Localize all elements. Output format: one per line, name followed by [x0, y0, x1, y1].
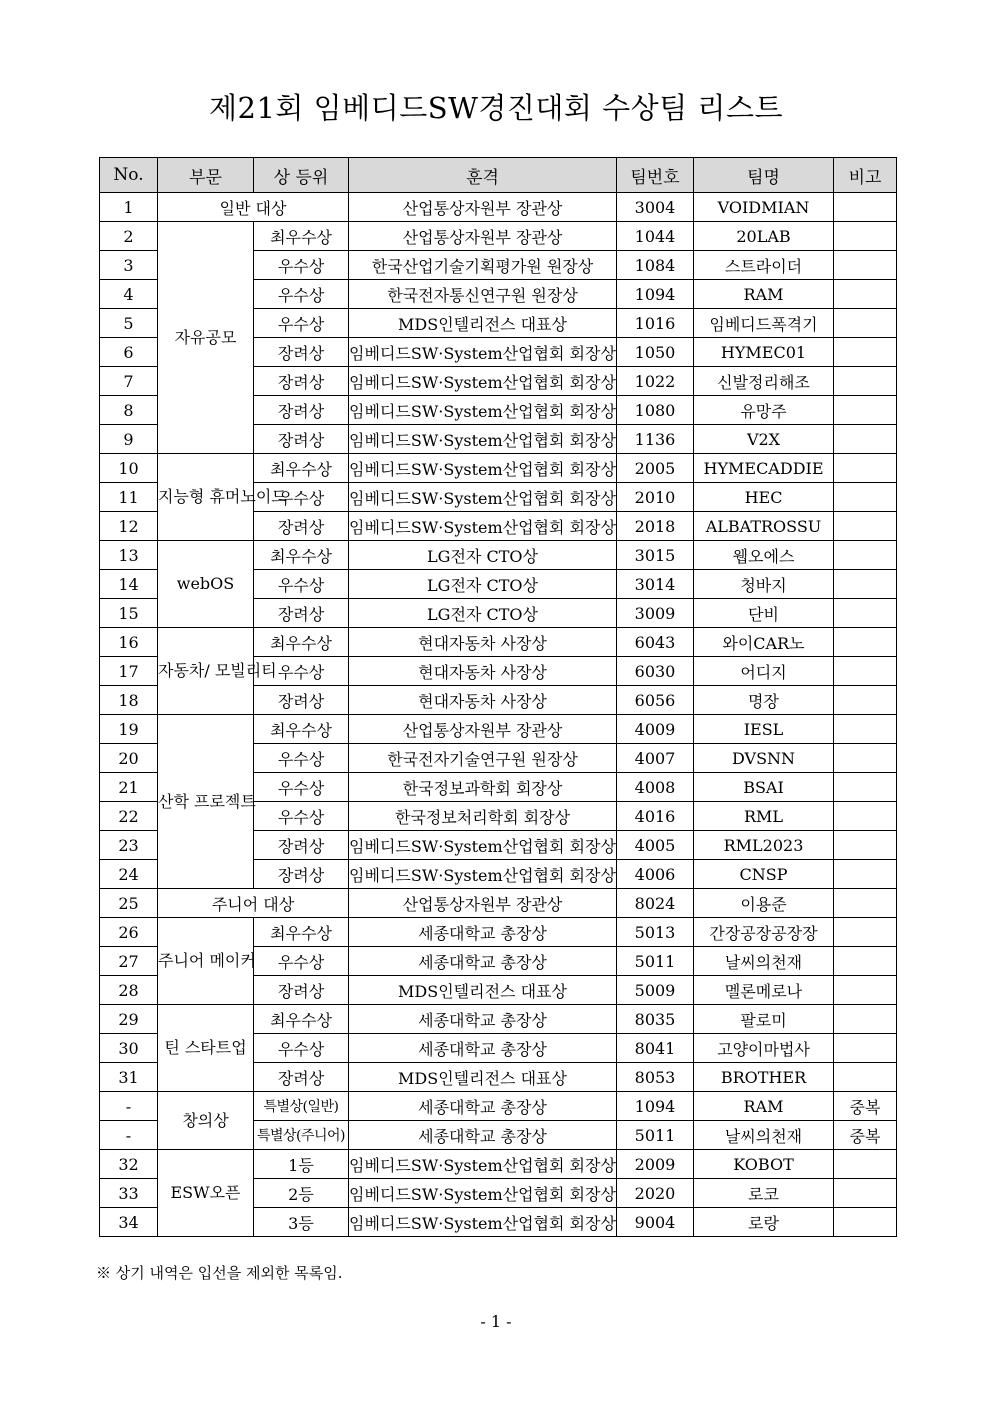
cell-team-no: 2020 [617, 1179, 694, 1208]
cell-no: 33 [100, 1179, 158, 1208]
cell-no: 14 [100, 570, 158, 599]
cell-no: 23 [100, 831, 158, 860]
cell-no: 9 [100, 425, 158, 454]
cell-rank: 3등 [254, 1208, 349, 1237]
cell-rank: 우수상 [254, 947, 349, 976]
cell-note [834, 686, 897, 715]
cell-rank: 장려상 [254, 1063, 349, 1092]
cell-division: 자유공모 [158, 222, 254, 454]
cell-no: 19 [100, 715, 158, 744]
cell-team-name: RAM [694, 1092, 834, 1121]
cell-rank: 장려상 [254, 599, 349, 628]
cell-award: 임베디드SW·System산업협회 회장상 [349, 1179, 617, 1208]
cell-award: 임베디드SW·System산업협회 회장상 [349, 454, 617, 483]
cell-award: 세종대학교 총장상 [349, 918, 617, 947]
cell-note [834, 947, 897, 976]
cell-award: 임베디드SW·System산업협회 회장상 [349, 338, 617, 367]
cell-rank: 우수상 [254, 251, 349, 280]
cell-rank: 우수상 [254, 280, 349, 309]
cell-note [834, 599, 897, 628]
cell-rank: 장려상 [254, 976, 349, 1005]
cell-team-name: 청바지 [694, 570, 834, 599]
cell-note [834, 454, 897, 483]
cell-note [834, 1063, 897, 1092]
cell-team-no: 8041 [617, 1034, 694, 1063]
cell-no: 20 [100, 744, 158, 773]
cell-no: 2 [100, 222, 158, 251]
cell-award: MDS인텔리전스 대표상 [349, 1063, 617, 1092]
cell-team-no: 5009 [617, 976, 694, 1005]
cell-team-no: 5011 [617, 947, 694, 976]
cell-division: 틴 스타트업 [158, 1005, 254, 1092]
table-row [100, 918, 897, 947]
page-number: - 1 - [480, 1312, 512, 1331]
cell-award: 산업통상자원부 장관상 [349, 193, 617, 222]
cell-rank: 장려상 [254, 860, 349, 889]
cell-note [834, 715, 897, 744]
cell-award: 한국산업기술기획평가원 원장상 [349, 251, 617, 280]
cell-team-no: 1094 [617, 280, 694, 309]
cell-rank: 최우수상 [254, 454, 349, 483]
cell-note [834, 483, 897, 512]
cell-award: 임베디드SW·System산업협회 회장상 [349, 860, 617, 889]
cell-note [834, 425, 897, 454]
cell-note [834, 309, 897, 338]
cell-award: 임베디드SW·System산업협회 회장상 [349, 512, 617, 541]
cell-team-no: 6030 [617, 657, 694, 686]
cell-team-name: 고양이마법사 [694, 1034, 834, 1063]
cell-team-name: 어디지 [694, 657, 834, 686]
cell-no: 13 [100, 541, 158, 570]
cell-rank: 최우수상 [254, 541, 349, 570]
cell-no: 30 [100, 1034, 158, 1063]
cell-rank: 최우수상 [254, 1005, 349, 1034]
cell-no: 6 [100, 338, 158, 367]
cell-award: 산업통상자원부 장관상 [349, 889, 617, 918]
cell-team-no: 2010 [617, 483, 694, 512]
cell-team-name: 명장 [694, 686, 834, 715]
cell-division: 주니어 대상 [158, 889, 349, 918]
cell-award: 현대자동차 사장상 [349, 686, 617, 715]
header-rank: 상 등위 [254, 158, 349, 193]
header-team-name: 팀명 [694, 158, 834, 193]
cell-no: 8 [100, 396, 158, 425]
cell-note [834, 512, 897, 541]
footnote: ※ 상기 내역은 입선을 제외한 목록임. [96, 1264, 343, 1282]
cell-no: 4 [100, 280, 158, 309]
cell-note [834, 1034, 897, 1063]
cell-team-no: 8053 [617, 1063, 694, 1092]
cell-note [834, 367, 897, 396]
cell-award: 한국정보과학회 회장상 [349, 773, 617, 802]
cell-no: 12 [100, 512, 158, 541]
page-title: 제21회 임베디드SW경진대회 수상팀 리스트 [209, 91, 783, 125]
cell-team-name: 간장공장공장장 [694, 918, 834, 947]
cell-rank: 우수상 [254, 744, 349, 773]
cell-no: 3 [100, 251, 158, 280]
cell-team-no: 5011 [617, 1121, 694, 1150]
cell-team-name: RML [694, 802, 834, 831]
cell-note [834, 396, 897, 425]
cell-award: LG전자 CTO상 [349, 570, 617, 599]
header-division: 부문 [158, 158, 254, 193]
cell-team-no: 3004 [617, 193, 694, 222]
cell-division: 자동차/ 모빌리티 [158, 628, 254, 715]
cell-no: 29 [100, 1005, 158, 1034]
cell-division: 창의상 [158, 1092, 254, 1150]
cell-team-name: HEC [694, 483, 834, 512]
table-row [100, 222, 897, 251]
cell-team-no: 1044 [617, 222, 694, 251]
cell-rank: 우수상 [254, 773, 349, 802]
cell-no: 17 [100, 657, 158, 686]
cell-award: 임베디드SW·System산업협회 회장상 [349, 425, 617, 454]
cell-note [834, 222, 897, 251]
cell-note [834, 831, 897, 860]
cell-no: 1 [100, 193, 158, 222]
table-row [100, 1005, 897, 1034]
cell-note [834, 251, 897, 280]
table-row [100, 541, 897, 570]
cell-no: 16 [100, 628, 158, 657]
cell-team-no: 1084 [617, 251, 694, 280]
cell-team-name: RML2023 [694, 831, 834, 860]
awards-table [99, 157, 897, 1237]
cell-team-no: 2005 [617, 454, 694, 483]
cell-award: 세종대학교 총장상 [349, 1092, 617, 1121]
cell-rank: 우수상 [254, 483, 349, 512]
cell-award: 세종대학교 총장상 [349, 1034, 617, 1063]
cell-rank: 최우수상 [254, 628, 349, 657]
cell-rank: 우수상 [254, 802, 349, 831]
cell-team-name: 로코 [694, 1179, 834, 1208]
header-no: No. [100, 158, 158, 193]
cell-rank: 우수상 [254, 1034, 349, 1063]
header-team-no: 팀번호 [617, 158, 694, 193]
cell-team-name: 이용준 [694, 889, 834, 918]
cell-no: 22 [100, 802, 158, 831]
cell-note [834, 744, 897, 773]
cell-no: 24 [100, 860, 158, 889]
cell-team-no: 9004 [617, 1208, 694, 1237]
cell-award: 세종대학교 총장상 [349, 947, 617, 976]
cell-award: 현대자동차 사장상 [349, 628, 617, 657]
cell-team-name: DVSNN [694, 744, 834, 773]
cell-award: MDS인텔리전스 대표상 [349, 309, 617, 338]
cell-team-name: CNSP [694, 860, 834, 889]
cell-team-no: 4005 [617, 831, 694, 860]
cell-award: 현대자동차 사장상 [349, 657, 617, 686]
cell-rank: 장려상 [254, 338, 349, 367]
cell-team-no: 8024 [617, 889, 694, 918]
cell-no: - [100, 1121, 158, 1150]
cell-no: - [100, 1092, 158, 1121]
cell-division: 주니어 메이커 [158, 918, 254, 1005]
cell-team-no: 1050 [617, 338, 694, 367]
cell-award: 임베디드SW·System산업협회 회장상 [349, 1208, 617, 1237]
cell-team-no: 4009 [617, 715, 694, 744]
cell-team-name: ALBATROSSU [694, 512, 834, 541]
cell-team-name: 팔로미 [694, 1005, 834, 1034]
cell-division: webOS [158, 541, 254, 628]
cell-team-name: BSAI [694, 773, 834, 802]
cell-team-name: 스트라이더 [694, 251, 834, 280]
cell-note [834, 802, 897, 831]
cell-team-name: V2X [694, 425, 834, 454]
cell-no: 26 [100, 918, 158, 947]
cell-note [834, 773, 897, 802]
cell-division: 산학 프로젝트 [158, 715, 254, 889]
cell-team-name: HYMEC01 [694, 338, 834, 367]
cell-team-no: 4008 [617, 773, 694, 802]
cell-no: 27 [100, 947, 158, 976]
cell-rank: 장려상 [254, 686, 349, 715]
cell-rank: 최우수상 [254, 715, 349, 744]
cell-rank: 2등 [254, 1179, 349, 1208]
cell-no: 7 [100, 367, 158, 396]
cell-team-no: 1022 [617, 367, 694, 396]
cell-award: 한국전자통신연구원 원장상 [349, 280, 617, 309]
cell-team-name: RAM [694, 280, 834, 309]
cell-award: 임베디드SW·System산업협회 회장상 [349, 483, 617, 512]
cell-team-no: 4006 [617, 860, 694, 889]
cell-no: 11 [100, 483, 158, 512]
header-award: 훈격 [349, 158, 617, 193]
cell-note [834, 657, 897, 686]
cell-note [834, 1150, 897, 1179]
cell-team-name: BROTHER [694, 1063, 834, 1092]
cell-rank: 장려상 [254, 425, 349, 454]
header-note: 비고 [834, 158, 897, 193]
cell-note [834, 918, 897, 947]
cell-team-name: 로랑 [694, 1208, 834, 1237]
cell-no: 28 [100, 976, 158, 1005]
cell-award: 산업통상자원부 장관상 [349, 715, 617, 744]
cell-team-no: 2018 [617, 512, 694, 541]
cell-award: LG전자 CTO상 [349, 599, 617, 628]
cell-team-name: IESL [694, 715, 834, 744]
cell-division: 지능형 휴머노이드 [158, 454, 254, 541]
cell-no: 32 [100, 1150, 158, 1179]
cell-team-no: 6056 [617, 686, 694, 715]
table-row [100, 889, 897, 918]
cell-team-no: 4016 [617, 802, 694, 831]
cell-team-name: 20LAB [694, 222, 834, 251]
cell-note [834, 1208, 897, 1237]
cell-award: LG전자 CTO상 [349, 541, 617, 570]
cell-team-name: 날씨의천재 [694, 947, 834, 976]
cell-team-name: VOIDMIAN [694, 193, 834, 222]
cell-team-no: 3009 [617, 599, 694, 628]
table-row [100, 715, 897, 744]
cell-award: 세종대학교 총장상 [349, 1121, 617, 1150]
cell-rank: 최우수상 [254, 222, 349, 251]
cell-team-name: 날씨의천재 [694, 1121, 834, 1150]
cell-note [834, 570, 897, 599]
cell-team-no: 4007 [617, 744, 694, 773]
cell-award: 한국정보처리학회 회장상 [349, 802, 617, 831]
cell-team-name: 신발정리해조 [694, 367, 834, 396]
cell-team-no: 1094 [617, 1092, 694, 1121]
cell-note: 중복 [834, 1092, 897, 1121]
table-row [100, 1092, 897, 1121]
cell-team-no: 8035 [617, 1005, 694, 1034]
table-row [100, 193, 897, 222]
cell-team-name: KOBOT [694, 1150, 834, 1179]
cell-team-name: HYMECADDIE [694, 454, 834, 483]
cell-team-no: 3015 [617, 541, 694, 570]
cell-no: 10 [100, 454, 158, 483]
cell-award: 한국전자기술연구원 원장상 [349, 744, 617, 773]
cell-no: 34 [100, 1208, 158, 1237]
table-row [100, 454, 897, 483]
cell-award: 임베디드SW·System산업협회 회장상 [349, 367, 617, 396]
cell-award: MDS인텔리전스 대표상 [349, 976, 617, 1005]
cell-rank: 우수상 [254, 570, 349, 599]
cell-note: 중복 [834, 1121, 897, 1150]
cell-no: 25 [100, 889, 158, 918]
cell-note [834, 280, 897, 309]
cell-award: 임베디드SW·System산업협회 회장상 [349, 1150, 617, 1179]
cell-rank: 특별상(일반) [254, 1092, 349, 1121]
cell-note [834, 889, 897, 918]
cell-team-name: 와이CAR노 [694, 628, 834, 657]
cell-no: 31 [100, 1063, 158, 1092]
cell-note [834, 628, 897, 657]
cell-team-no: 2009 [617, 1150, 694, 1179]
cell-no: 21 [100, 773, 158, 802]
cell-rank: 우수상 [254, 657, 349, 686]
cell-rank: 장려상 [254, 512, 349, 541]
cell-award: 임베디드SW·System산업협회 회장상 [349, 831, 617, 860]
table-row [100, 1150, 897, 1179]
cell-team-no: 1080 [617, 396, 694, 425]
cell-rank: 장려상 [254, 831, 349, 860]
cell-team-name: 멜론메로나 [694, 976, 834, 1005]
cell-note [834, 976, 897, 1005]
cell-award: 산업통상자원부 장관상 [349, 222, 617, 251]
cell-team-no: 1016 [617, 309, 694, 338]
cell-note [834, 541, 897, 570]
cell-rank: 장려상 [254, 367, 349, 396]
cell-rank: 특별상(주니어) [254, 1121, 349, 1150]
cell-no: 5 [100, 309, 158, 338]
cell-team-name: 웹오에스 [694, 541, 834, 570]
cell-team-name: 단비 [694, 599, 834, 628]
cell-note [834, 1179, 897, 1208]
cell-team-name: 임베디드폭격기 [694, 309, 834, 338]
cell-award: 임베디드SW·System산업협회 회장상 [349, 396, 617, 425]
table-header-row [100, 158, 897, 193]
cell-team-no: 6043 [617, 628, 694, 657]
cell-note [834, 193, 897, 222]
cell-rank: 장려상 [254, 396, 349, 425]
cell-no: 15 [100, 599, 158, 628]
cell-team-no: 5013 [617, 918, 694, 947]
cell-rank: 1등 [254, 1150, 349, 1179]
cell-rank: 우수상 [254, 309, 349, 338]
table-row [100, 628, 897, 657]
cell-award: 세종대학교 총장상 [349, 1005, 617, 1034]
cell-team-name: 유망주 [694, 396, 834, 425]
cell-division: 일반 대상 [158, 193, 349, 222]
cell-team-no: 3014 [617, 570, 694, 599]
cell-no: 18 [100, 686, 158, 715]
cell-team-no: 1136 [617, 425, 694, 454]
cell-rank: 최우수상 [254, 918, 349, 947]
cell-note [834, 1005, 897, 1034]
cell-note [834, 860, 897, 889]
cell-division: ESW오픈 [158, 1150, 254, 1237]
cell-note [834, 338, 897, 367]
